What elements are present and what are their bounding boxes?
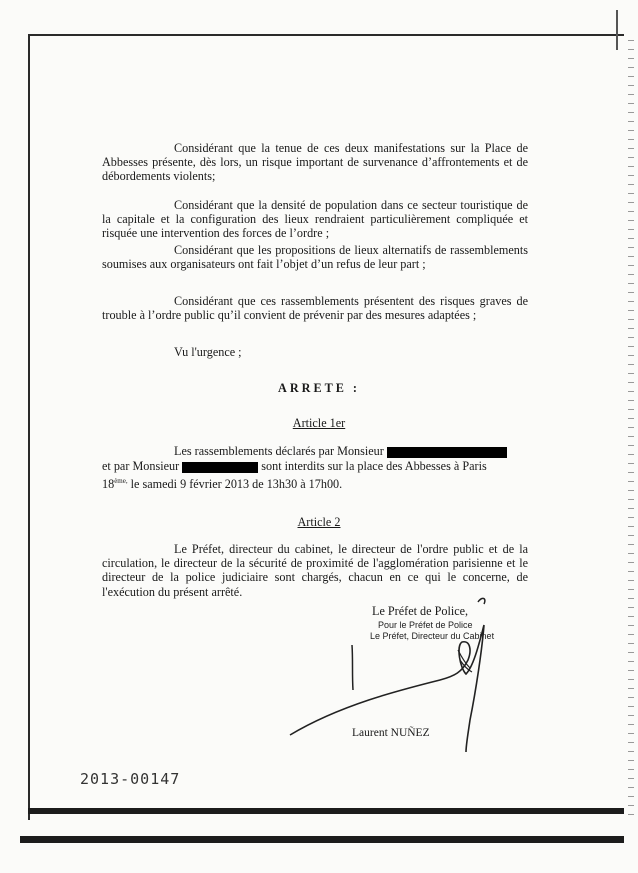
redacted-name-1: [387, 447, 507, 458]
article-1-text-a: Les rassemblements déclarés par Monsieur: [174, 444, 384, 458]
considerant-paragraph-1: Considérant que la tenue de ces deux manifestations sur la Place de Abbesses présente, dès lors, un risque important de survenance d’affrontements et de débordements violents;: [102, 141, 528, 184]
reference-number: 2013-00147: [80, 770, 181, 788]
redacted-name-2: [182, 462, 258, 473]
considerant-paragraph-3: Considérant que les propositions de lieux alternatifs de rassemblements soumises aux organisateurs ont fait l’objet d’un refus de leur part ;: [102, 243, 528, 272]
arrete-heading: ARRETE :: [278, 381, 360, 395]
considerant-paragraph-2: Considérant que la densité de population dans ce secteur touristique de la capitale et la configuration des lieux rendraient particulièrement compliquée et risquée une intervention des forces de l’ordre ;: [102, 198, 528, 241]
urgence-line: Vu l'urgence ;: [174, 345, 242, 359]
page-border-top: [28, 34, 624, 36]
article-1-text-d: le samedi 9 février 2013 de 13h30 à 17h00.: [127, 477, 343, 492]
stamp-line-1: Pour le Préfet de Police: [378, 620, 473, 630]
page-border-right: [616, 10, 618, 50]
article-1-text-c: sont interdits sur la place des Abbesses à Paris: [261, 459, 487, 473]
article-2-text: Le Préfet, directeur du cabinet, le directeur de l'ordre public et de la circulation, le directeur de la sécurité de proximité de l'agglomération parisienne et le directeur de la police judiciaire sont chargés, chacun en ce qui le concerne, de l'exécution du présent arrêté.: [102, 542, 528, 599]
article-1-text-d-sup: ème,: [114, 477, 128, 485]
stamp-line-2: Le Préfet, Directeur du Cabinet: [370, 631, 495, 641]
signatory-name: Laurent NUÑEZ: [352, 727, 430, 739]
article-2-title: Article 2: [297, 515, 341, 529]
signatory-title: Le Préfet de Police,: [372, 604, 469, 618]
article-1-text-b: et par Monsieur: [102, 459, 180, 473]
article-1-title: Article 1er: [292, 416, 346, 430]
article-1-text-d-num: 18: [102, 477, 115, 492]
considerant-paragraph-4: Considérant que ces rassemblements présentent des risques graves de trouble à l’ordre public qu’il convient de prévenir par des mesures adaptées ;: [102, 294, 528, 323]
page-border-bottom: [28, 808, 624, 814]
scan-bottom-bar: [20, 836, 624, 843]
